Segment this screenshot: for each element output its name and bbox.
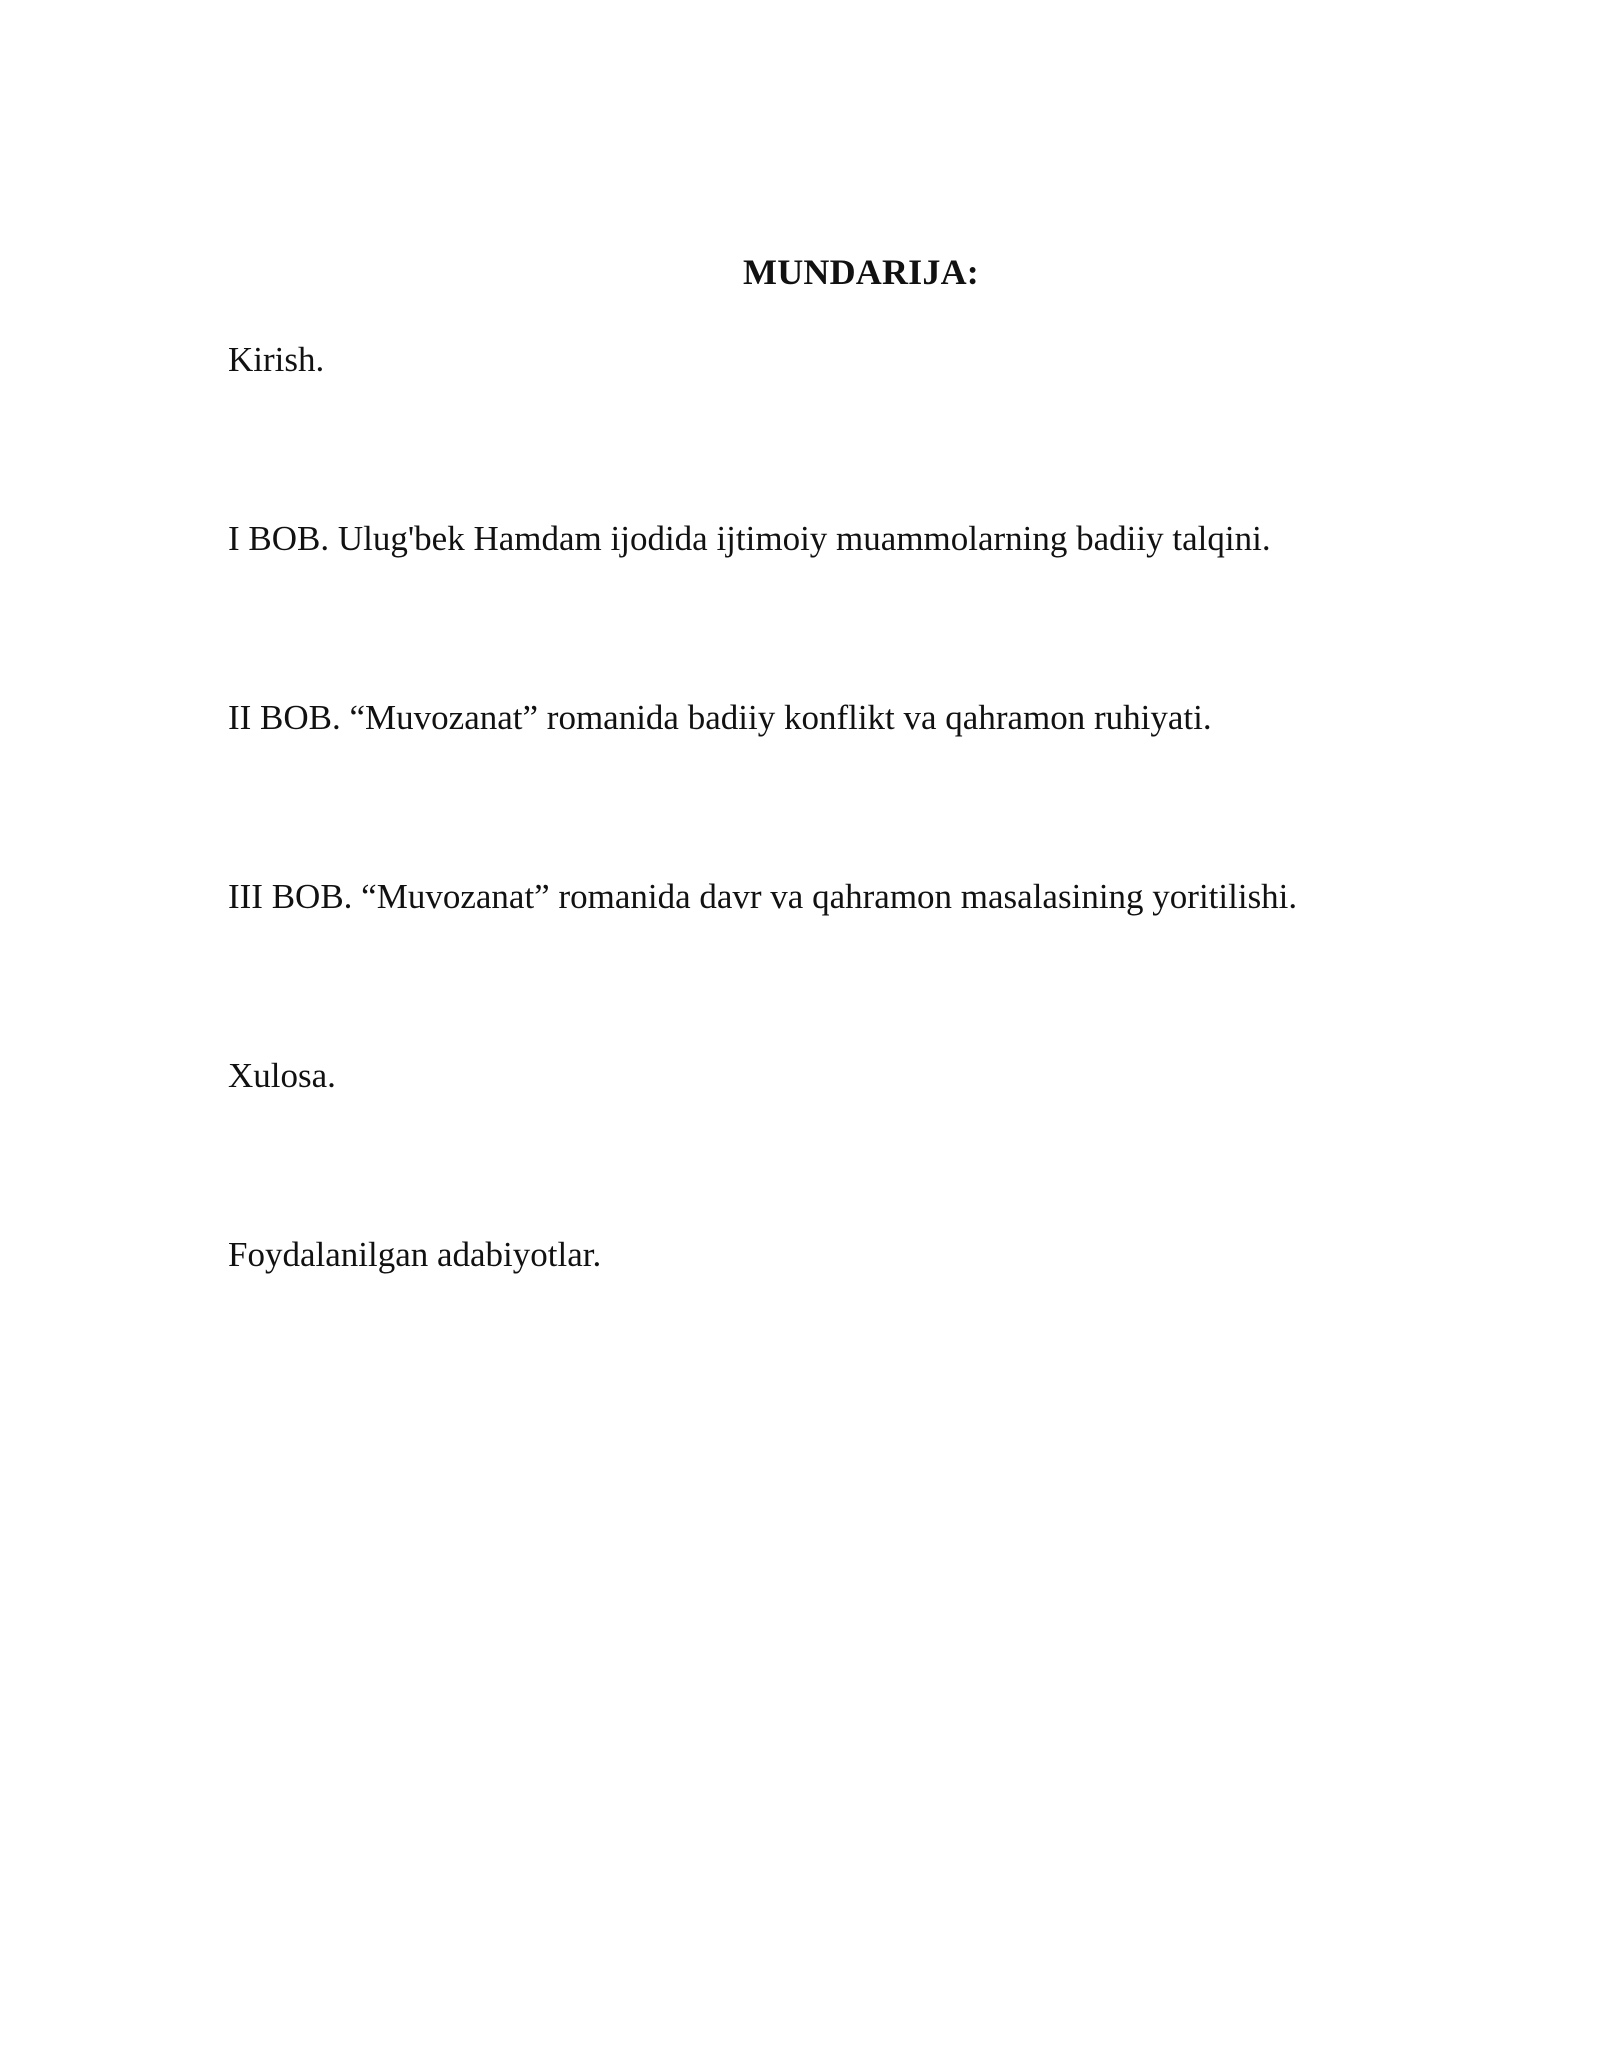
toc-item-references: Foydalanilgan adabiyotlar. <box>228 1235 602 1274</box>
table-of-contents <box>228 336 1428 1279</box>
toc-item-conclusion: Xulosa. <box>228 1056 336 1095</box>
page-title: MUNDARIJA: <box>743 252 979 292</box>
toc-item-introduction: Kirish. <box>228 340 325 379</box>
toc-item-chapter-3: III BOB. “Muvozanat” romanida davr va qahramon masalasining yoritilishi. <box>228 877 1298 916</box>
toc-item-chapter-2: II BOB. “Muvozanat” romanida badiiy konflikt va qahramon ruhiyati. <box>228 698 1212 737</box>
toc-item-chapter-1: I BOB. Ulug'bek Hamdam ijodida ijtimoiy muammolarning badiiy talqini. <box>228 519 1271 558</box>
